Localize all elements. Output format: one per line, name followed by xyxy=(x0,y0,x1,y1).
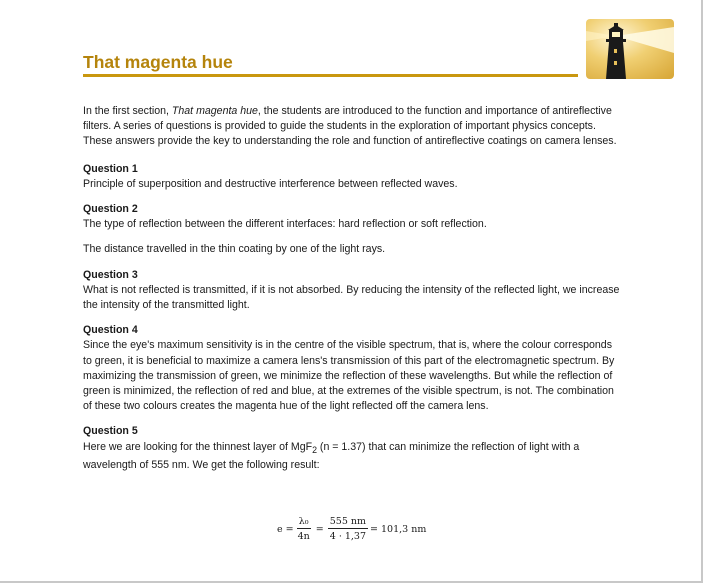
answer-text: What is not reflected is transmitted, if it is not absorbed. By reducing the intensity of the reflected light, we increase the intensity of the transmitted light. xyxy=(83,283,620,312)
section-title: That magenta hue xyxy=(83,52,233,72)
formula-result: = 101,3 nm xyxy=(370,523,427,535)
question-4 xyxy=(83,323,623,414)
answer-text: Since the eye's maximum sensitivity is in the centre of the visible spectrum, that is, where the colour corresponds to green, it is beneficial to maximize a camera lens's transmission of this part of the electromagnetic spectrum. By maximizing the transmission of green, we minimize the reflection of these wavelengths. But while the reflection of green is minimized, the reflection of red and blue, at the extremes of the visible spectrum, is not. The combination of these two colours creates the magenta hue of the light reflected off the camera lens. xyxy=(83,339,615,413)
fraction-values xyxy=(328,516,368,542)
fraction-denominator: 4n xyxy=(297,531,310,542)
lighthouse-icon xyxy=(586,19,674,79)
answer-text-start: Here we are looking for the thinnest layer of MgF xyxy=(83,440,313,453)
thickness-formula xyxy=(277,516,426,542)
answer-text-rest: (n = 1.37) that can minimize the reflection of light with a wavelength of 555 nm. We get the following result: xyxy=(83,440,580,471)
question-1 xyxy=(83,162,623,192)
equals-sign: = xyxy=(315,523,324,535)
answer-text: The distance travelled in the thin coating by one of the light rays. xyxy=(83,243,386,256)
answer-text: The type of reflection between the different interfaces: hard reflection or soft reflection. xyxy=(83,218,487,231)
answer-text xyxy=(83,440,623,474)
question-heading: Question 2 xyxy=(83,203,138,216)
question-2 xyxy=(83,202,623,258)
intro-text-rest: , the students are introduced to the function and importance of antireflective filters. A series of questions is provided to guide the students in the exploration of important physics concepts. These answers provide the key to understanding the role and function of antireflective coatings on camera lenses. xyxy=(83,105,617,148)
formula-lhs: e = xyxy=(277,523,294,535)
fraction-wavelength xyxy=(296,516,312,542)
subscript: 2 xyxy=(312,444,317,455)
question-3 xyxy=(83,268,623,314)
question-5 xyxy=(83,424,623,473)
question-heading: Question 5 xyxy=(83,425,138,438)
intro-paragraph xyxy=(83,104,623,150)
fraction-denominator: 4 · 1,37 xyxy=(329,531,367,542)
fraction-numerator: λ₀ xyxy=(298,516,309,527)
document-body xyxy=(83,104,623,483)
question-heading: Question 4 xyxy=(83,324,138,337)
question-heading: Question 1 xyxy=(83,162,138,175)
title-underline xyxy=(83,74,578,77)
intro-text-start: In the first section, xyxy=(83,105,172,117)
question-heading: Question 3 xyxy=(83,268,138,281)
answer-text: Principle of superposition and destructive interference between reflected waves. xyxy=(83,177,458,190)
fraction-numerator: 555 nm xyxy=(329,516,367,527)
intro-section-name: That magenta hue xyxy=(171,105,258,117)
